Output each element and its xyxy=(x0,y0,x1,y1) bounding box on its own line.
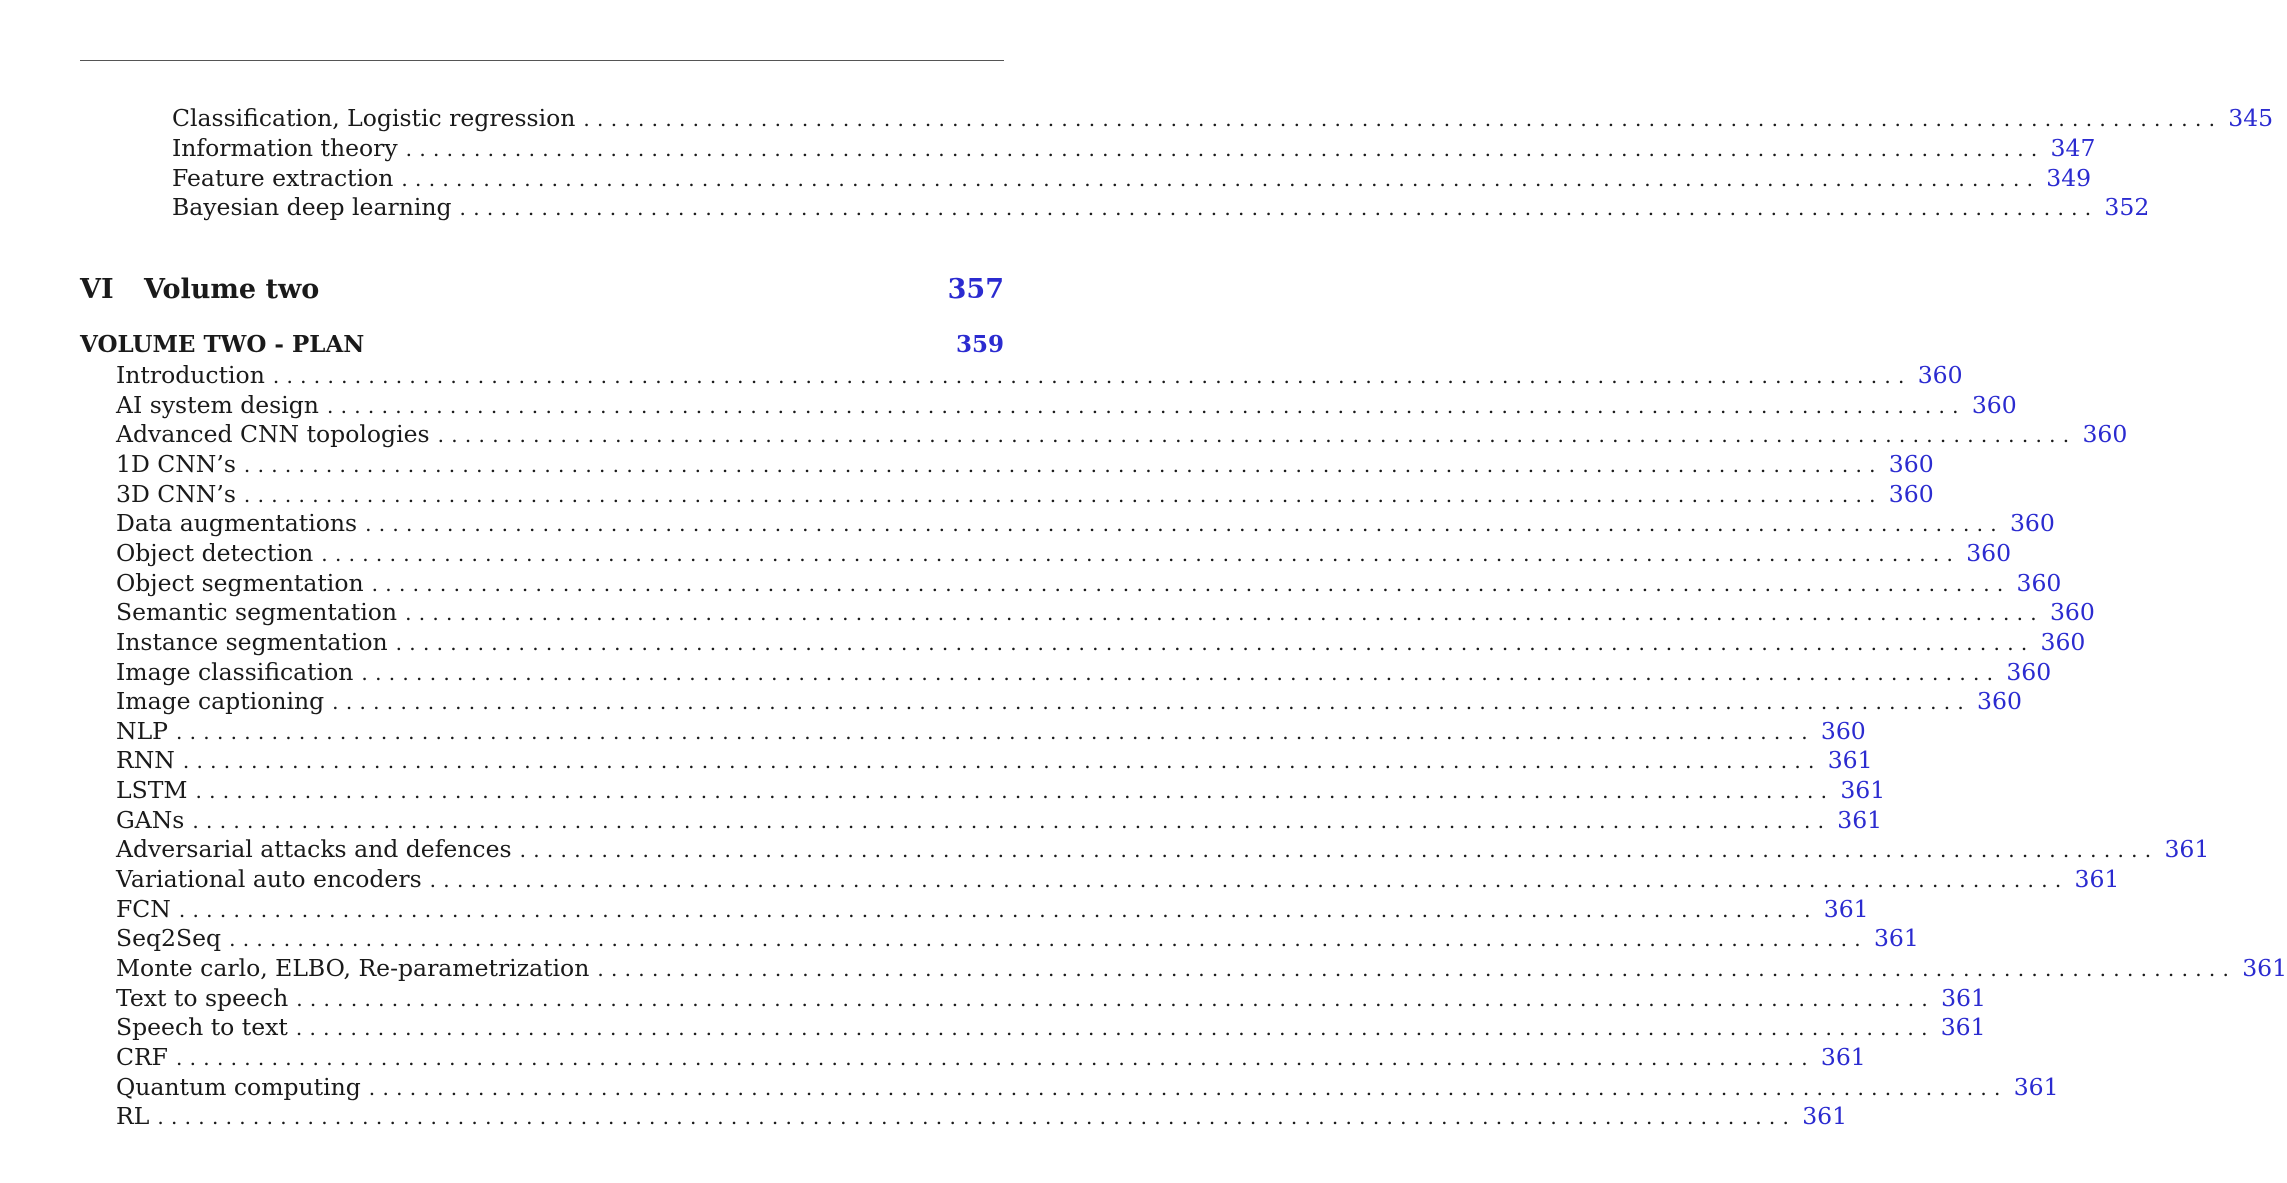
toc-entry[interactable] xyxy=(0,163,2092,193)
dot-leader: ........................................................................................................................ xyxy=(157,1105,1797,1130)
dot-leader: ........................................................................................................................ xyxy=(583,107,2223,131)
toc-chapter-heading[interactable] xyxy=(80,330,1004,360)
dot-leader: ........................................................................................................................ xyxy=(182,749,1822,774)
dot-leader: ........................................................................................................................ xyxy=(326,393,1966,418)
header-rule xyxy=(80,60,1004,61)
toc-entry-title: 1D CNN’s xyxy=(116,449,244,479)
toc-entry-title: NLP xyxy=(116,716,176,746)
toc-page-link[interactable]: 347 xyxy=(2045,133,2096,163)
toc-entry-title: Information theory xyxy=(172,133,406,163)
dot-leader: ........................................................................................................................ xyxy=(321,541,1961,566)
toc-entry[interactable] xyxy=(0,953,2287,983)
dot-leader: ........................................................................................................................ xyxy=(437,423,2077,448)
dot-leader: ........................................................................................................................ xyxy=(178,897,1818,922)
toc-page-link[interactable]: 352 xyxy=(2098,192,2149,222)
toc-page-link[interactable]: 361 xyxy=(1834,775,1885,805)
toc-entry-title: Text to speech xyxy=(116,983,296,1013)
dot-leader: ........................................................................................................................ xyxy=(272,364,1912,388)
toc-page-link[interactable]: 360 xyxy=(1912,360,1963,390)
toc-page-link[interactable]: 360 xyxy=(1883,479,1934,509)
toc-entry[interactable] xyxy=(0,419,2128,449)
toc-page-link[interactable]: 360 xyxy=(2035,627,2086,657)
toc-entry[interactable] xyxy=(0,479,1934,509)
toc-entry[interactable] xyxy=(0,775,1886,805)
part-page-link[interactable]: 357 xyxy=(948,272,1004,308)
toc-entry-title: Semantic segmentation xyxy=(116,597,405,627)
toc-entry[interactable] xyxy=(0,745,1873,775)
toc-entry[interactable] xyxy=(0,894,1869,924)
toc-entry-title: Speech to text xyxy=(116,1012,296,1042)
dot-leader: ........................................................................................................................ xyxy=(405,136,2045,161)
toc-entry-title: Classification, Logistic regression xyxy=(172,103,583,133)
part-number: VI xyxy=(80,274,114,305)
toc-entry-title: Instance segmentation xyxy=(116,627,396,657)
toc-entry-title: RL xyxy=(116,1101,157,1131)
dot-leader: ........................................................................................................................ xyxy=(597,957,2237,981)
toc-page-link[interactable]: 360 xyxy=(1883,449,1934,479)
toc-entry[interactable] xyxy=(0,360,1963,390)
toc-entry-title: AI system design xyxy=(116,390,327,420)
toc-entry-title: Bayesian deep learning xyxy=(172,192,460,222)
toc-entry-title: Object detection xyxy=(116,538,321,568)
toc-page-link[interactable]: 361 xyxy=(1935,983,1986,1013)
toc-entry-title: Monte carlo, ELBO, Re-parametrization xyxy=(116,953,597,983)
toc-entry[interactable] xyxy=(0,597,2095,627)
toc-entry[interactable] xyxy=(0,864,2120,894)
toc-page-link[interactable]: 361 xyxy=(1935,1012,1986,1042)
toc-entry-title: LSTM xyxy=(116,775,195,805)
toc-entry-title: Object segmentation xyxy=(116,568,372,598)
toc-entry[interactable] xyxy=(0,449,1934,479)
toc-entry[interactable] xyxy=(0,133,2096,163)
toc-entry[interactable] xyxy=(0,103,2274,133)
toc-page-link[interactable]: 361 xyxy=(2236,953,2287,983)
toc-entry[interactable] xyxy=(0,1012,1986,1042)
toc-entry-title: FCN xyxy=(116,894,179,924)
dot-leader: ........................................................................................................................ xyxy=(395,630,2035,655)
dot-leader: ........................................................................................................................ xyxy=(243,452,1883,477)
toc-entry-title: Advanced CNN topologies xyxy=(116,419,438,449)
dot-leader: ........................................................................................................................ xyxy=(175,1045,1815,1070)
dot-leader: ........................................................................................................................ xyxy=(368,1075,2008,1100)
toc-entry[interactable] xyxy=(0,834,2210,864)
toc-entry[interactable] xyxy=(0,923,1919,953)
toc-entry-title: Feature extraction xyxy=(172,163,401,193)
toc-page-link[interactable]: 360 xyxy=(2000,657,2051,687)
toc-part-heading[interactable] xyxy=(80,272,1004,308)
toc-entry[interactable] xyxy=(0,1042,1866,1072)
toc-entry[interactable] xyxy=(0,1101,1848,1131)
toc-entry[interactable] xyxy=(0,657,2052,687)
toc-entry[interactable] xyxy=(0,686,2022,716)
toc-page-link[interactable]: 360 xyxy=(2076,419,2127,449)
toc-page-link[interactable]: 361 xyxy=(1818,894,1869,924)
toc-page-link[interactable]: 361 xyxy=(1822,745,1873,775)
toc-page-link[interactable]: 361 xyxy=(1831,805,1882,835)
toc-page-link[interactable]: 361 xyxy=(1815,1042,1866,1072)
toc-page-link[interactable]: 360 xyxy=(1815,716,1866,746)
toc-page-link[interactable]: 360 xyxy=(2044,597,2095,627)
toc-page-link[interactable]: 360 xyxy=(2011,568,2062,598)
toc-entry[interactable] xyxy=(0,716,1866,746)
toc-entry[interactable] xyxy=(0,192,2150,222)
toc-page-link[interactable]: 360 xyxy=(1971,686,2022,716)
toc-entry-title: Quantum computing xyxy=(116,1072,369,1102)
chapter-title: VOLUME TWO - PLAN xyxy=(80,331,365,358)
dot-leader: ........................................................................................................................ xyxy=(332,690,1972,715)
toc-page-link[interactable]: 361 xyxy=(2158,834,2209,864)
toc-entry[interactable] xyxy=(0,805,1883,835)
toc-entry-title: RNN xyxy=(116,745,183,775)
toc-entry-title: Image captioning xyxy=(116,686,332,716)
toc-page-link[interactable]: 349 xyxy=(2040,163,2091,193)
dot-leader: ........................................................................................................................ xyxy=(401,166,2041,191)
toc-entry[interactable] xyxy=(0,1072,2059,1102)
toc-page-link[interactable]: 361 xyxy=(2008,1072,2059,1102)
toc-entry[interactable] xyxy=(0,390,2017,420)
toc-page-link[interactable]: 360 xyxy=(1966,390,2017,420)
toc-page-link[interactable]: 361 xyxy=(1796,1101,1847,1131)
toc-entry[interactable] xyxy=(0,568,2062,598)
dot-leader: ........................................................................................................................ xyxy=(365,512,2004,537)
dot-leader: ........................................................................................................................ xyxy=(229,927,1868,952)
toc-page-link[interactable]: 360 xyxy=(1960,538,2011,568)
toc-page-link[interactable]: 345 xyxy=(2222,103,2273,133)
chapter-page-link[interactable]: 359 xyxy=(950,330,1004,360)
dot-leader: ........................................................................................................................ xyxy=(175,719,1815,744)
dot-leader: ........................................................................................................................ xyxy=(195,779,1835,804)
dot-leader: ........................................................................................................................ xyxy=(296,986,1936,1011)
toc-entry[interactable] xyxy=(0,983,1986,1013)
dot-leader: ........................................................................................................................ xyxy=(459,196,2099,221)
toc-page-link[interactable]: 360 xyxy=(2004,508,2055,538)
dot-leader: ........................................................................................................................ xyxy=(361,660,2001,685)
toc-entry-title: Introduction xyxy=(116,360,273,390)
dot-leader: ........................................................................................................................ xyxy=(519,838,2159,863)
toc-page-link[interactable]: 361 xyxy=(1868,923,1919,953)
toc-entry[interactable] xyxy=(0,538,2012,568)
dot-leader: ........................................................................................................................ xyxy=(405,601,2044,626)
toc-entry[interactable] xyxy=(0,508,2055,538)
toc-entry[interactable] xyxy=(0,627,2086,657)
part-title: Volume two xyxy=(144,274,320,305)
toc-entry-title: Variational auto encoders xyxy=(116,864,430,894)
toc-entry-title: Seq2Seq xyxy=(116,923,229,953)
toc-entry-title: Data augmentations xyxy=(116,508,365,538)
dot-leader: ........................................................................................................................ xyxy=(192,808,1832,833)
toc-entry-title: 3D CNN’s xyxy=(116,479,244,509)
dot-leader: ........................................................................................................................ xyxy=(371,571,2011,596)
toc-entry-title: GANs xyxy=(116,805,192,835)
dot-leader: ........................................................................................................................ xyxy=(243,482,1883,507)
dot-leader: ........................................................................................................................ xyxy=(429,868,2069,893)
toc-entry-title: CRF xyxy=(116,1042,176,1072)
toc-entry-title: Adversarial attacks and defences xyxy=(116,834,520,864)
toc-page-link[interactable]: 361 xyxy=(2069,864,2120,894)
dot-leader: ........................................................................................................................ xyxy=(295,1016,1935,1041)
toc-entry-title: Image classification xyxy=(116,657,361,687)
